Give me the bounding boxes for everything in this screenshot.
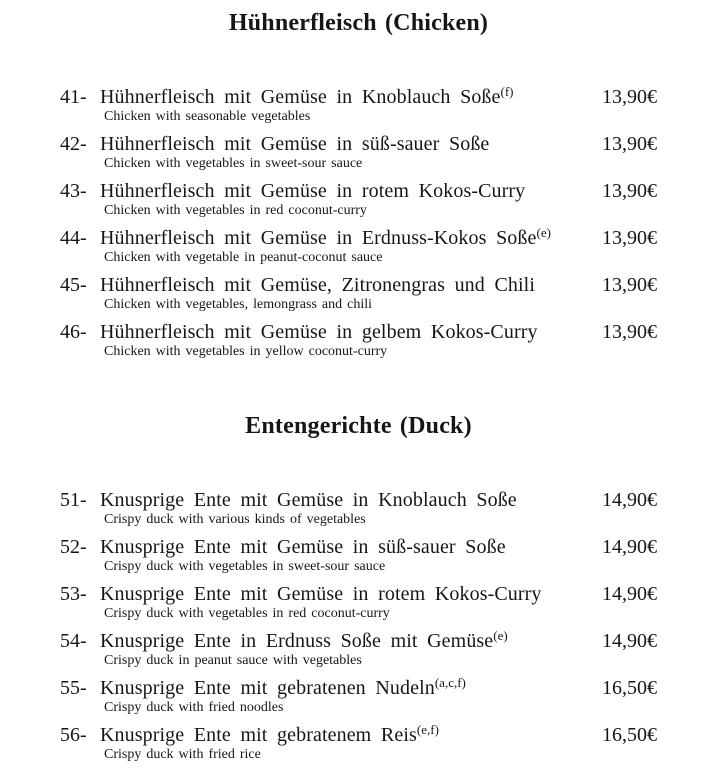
section-title-chicken: Hühnerfleisch (Chicken)	[228, 10, 489, 36]
menu-item	[60, 85, 657, 132]
menu-item-row	[60, 488, 657, 512]
item-name: Knusprige Ente mit gebratenem Reis	[100, 724, 417, 746]
item-name-wrap	[100, 226, 602, 250]
section-title-duck: Entengerichte (Duck)	[245, 413, 472, 439]
item-description: Chicken with vegetables, lemongrass and chili	[104, 297, 372, 312]
item-name: Hühnerfleisch mit Gemüse in Erdnuss-Kokos Soße	[100, 227, 537, 249]
item-price: 13,90€	[602, 180, 657, 202]
menu-item-row	[60, 85, 657, 109]
item-name-wrap	[100, 535, 602, 559]
item-allergen-note: (e)	[493, 629, 508, 643]
item-price: 13,90€	[602, 321, 657, 343]
item-price: 13,90€	[602, 227, 657, 249]
item-number: 53-	[60, 583, 87, 605]
item-name: Hühnerfleisch mit Gemüse in süß-sauer Soße	[100, 133, 490, 155]
menu-item-row	[60, 582, 657, 606]
item-price: 13,90€	[602, 133, 657, 155]
menu-item	[60, 582, 657, 629]
item-name: Knusprige Ente mit gebratenen Nudeln	[100, 677, 435, 699]
item-description: Crispy duck with various kinds of vegetables	[104, 512, 366, 527]
item-number: 45-	[60, 274, 87, 296]
menu-item	[60, 320, 657, 367]
item-name-wrap	[100, 676, 602, 700]
item-number: 43-	[60, 180, 87, 202]
menu-item-row	[60, 676, 657, 700]
item-allergen-note: (e)	[536, 226, 551, 240]
item-price: 14,90€	[602, 630, 657, 652]
menu-item	[60, 273, 657, 320]
menu-item	[60, 676, 657, 723]
item-number: 54-	[60, 630, 87, 652]
item-number: 46-	[60, 321, 87, 343]
item-name-wrap	[100, 320, 602, 344]
item-price: 13,90€	[602, 274, 657, 296]
item-allergen-note: (a,c,f)	[434, 676, 466, 690]
item-name-wrap	[100, 85, 602, 109]
item-price: 16,50€	[602, 724, 657, 746]
menu-item	[60, 132, 657, 179]
item-description: Crispy duck with fried rice	[104, 747, 261, 762]
item-name-wrap	[100, 488, 602, 512]
item-name-wrap	[100, 723, 602, 747]
menu-item-row	[60, 226, 657, 250]
item-name: Knusprige Ente in Erdnuss Soße mit Gemüse	[100, 630, 494, 652]
item-name-wrap	[100, 582, 602, 606]
menu-item-row	[60, 723, 657, 747]
item-name: Knusprige Ente mit Gemüse in Knoblauch Soße	[100, 489, 517, 511]
item-number: 55-	[60, 677, 87, 699]
item-name: Hühnerfleisch mit Gemüse in rotem Kokos-Curry	[100, 180, 526, 202]
item-price: 14,90€	[602, 536, 657, 558]
duck-item-list	[60, 488, 657, 770]
item-description: Crispy duck with vegetables in sweet-sour sauce	[104, 559, 386, 574]
item-name: Knusprige Ente mit Gemüse in süß-sauer Soße	[100, 536, 506, 558]
item-name: Knusprige Ente mit Gemüse in rotem Kokos-Curry	[100, 583, 542, 605]
item-description: Crispy duck with vegetables in red coconut-curry	[104, 606, 390, 621]
item-number: 52-	[60, 536, 87, 558]
item-number: 56-	[60, 724, 87, 746]
item-price: 16,50€	[602, 677, 657, 699]
menu-item-row	[60, 179, 657, 203]
item-number: 44-	[60, 227, 87, 249]
chicken-item-list	[60, 85, 657, 367]
menu-section-chicken	[60, 9, 657, 367]
menu-item-row	[60, 629, 657, 653]
menu-item	[60, 226, 657, 273]
menu-item	[60, 488, 657, 535]
menu-item-row	[60, 320, 657, 344]
menu-item-row	[60, 273, 657, 297]
item-description: Chicken with vegetable in peanut-coconut sauce	[104, 250, 383, 265]
item-number: 41-	[60, 86, 87, 108]
menu-item	[60, 723, 657, 770]
item-description: Chicken with vegetables in red coconut-curry	[104, 203, 367, 218]
item-description: Chicken with seasonable vegetables	[104, 109, 311, 124]
item-name: Hühnerfleisch mit Gemüse in Knoblauch Soße	[100, 86, 501, 108]
item-name-wrap	[100, 629, 602, 653]
item-description: Crispy duck with fried noodles	[104, 700, 284, 715]
menu-item	[60, 179, 657, 226]
item-name: Hühnerfleisch mit Gemüse, Zitronengras und Chili	[100, 274, 535, 296]
item-description: Crispy duck in peanut sauce with vegetables	[104, 653, 362, 668]
menu-item	[60, 629, 657, 676]
menu-section-duck	[60, 412, 657, 770]
item-name-wrap	[100, 132, 602, 156]
item-name: Hühnerfleisch mit Gemüse in gelbem Kokos-Curry	[100, 321, 538, 343]
menu-item-row	[60, 132, 657, 156]
item-price: 13,90€	[602, 86, 657, 108]
item-description: Chicken with vegetables in yellow coconut-curry	[104, 344, 388, 359]
menu-item-row	[60, 535, 657, 559]
item-number: 51-	[60, 489, 87, 511]
item-allergen-note: (e,f)	[416, 723, 439, 737]
item-price: 14,90€	[602, 583, 657, 605]
item-number: 42-	[60, 133, 87, 155]
item-name-wrap	[100, 179, 602, 203]
item-allergen-note: (f)	[500, 85, 514, 99]
item-name-wrap	[100, 273, 602, 297]
item-price: 14,90€	[602, 489, 657, 511]
item-description: Chicken with vegetables in sweet-sour sauce	[104, 156, 363, 171]
menu-item	[60, 535, 657, 582]
